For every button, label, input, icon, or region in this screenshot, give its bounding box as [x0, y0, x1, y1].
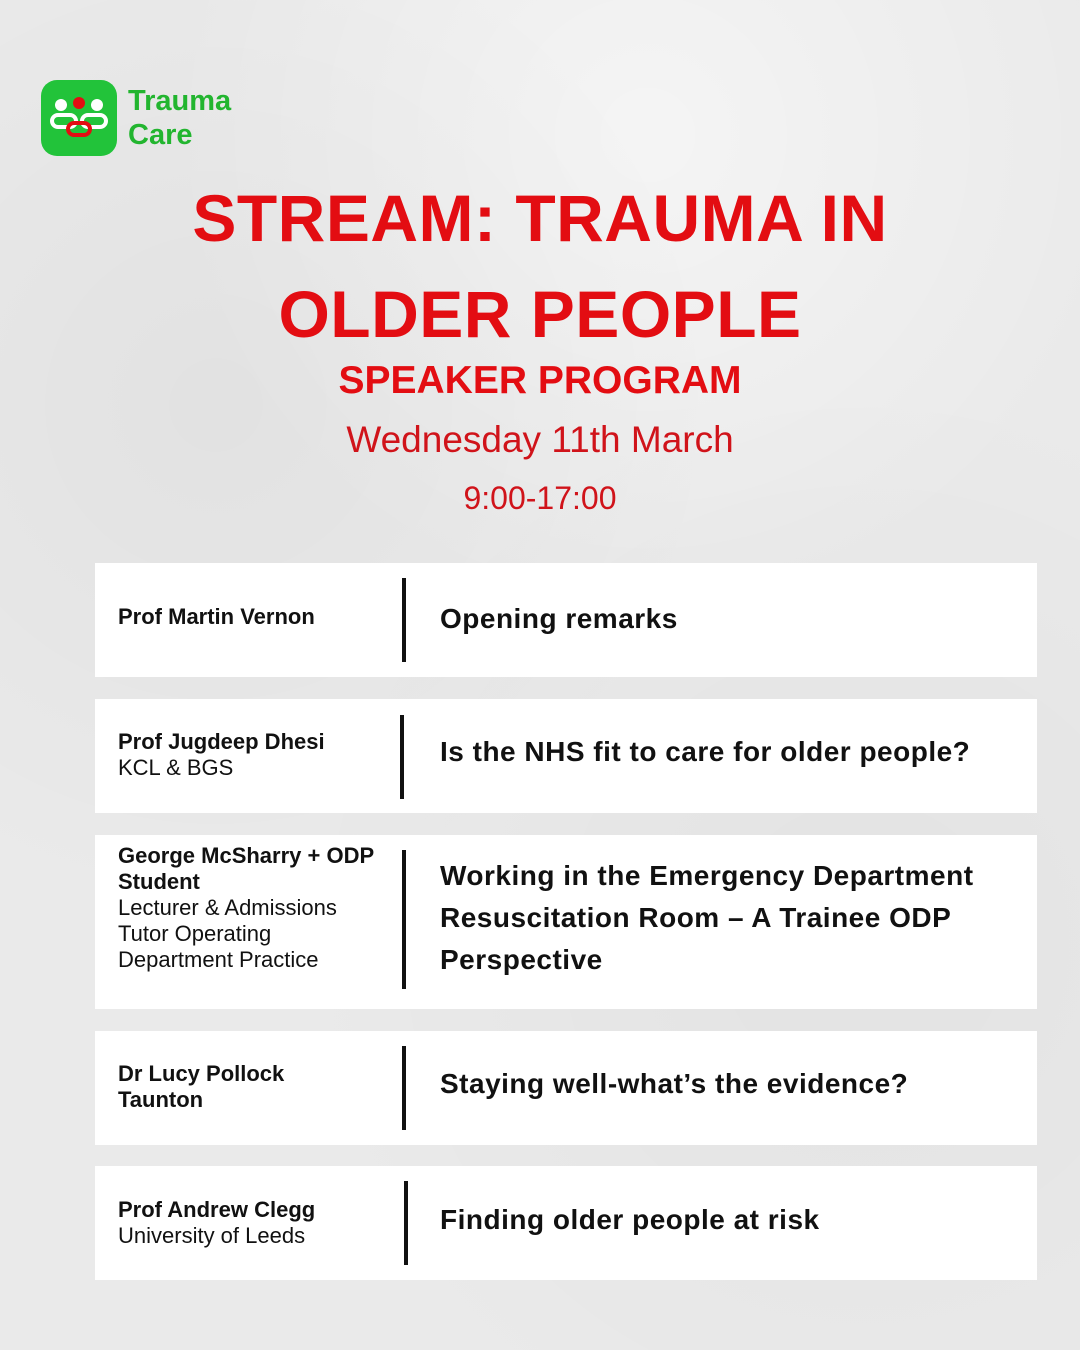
- program-row: [95, 563, 1037, 677]
- page-title: STREAM: TRAUMA IN OLDER PEOPLE: [192, 181, 888, 351]
- row-divider: [402, 850, 406, 989]
- talk-title: Opening remarks: [440, 603, 678, 634]
- program-row: [95, 699, 1037, 813]
- event-time: 9:00-17:00: [463, 480, 617, 516]
- row-divider: [402, 1046, 406, 1130]
- speaker-affiliation: University of Leeds: [118, 1223, 306, 1248]
- speaker-cell: [118, 729, 388, 781]
- speaker-affiliation: KCL & BGS: [118, 755, 234, 780]
- people-chain-icon: [41, 80, 117, 156]
- speaker-affiliation: Lecturer & Admissions Tutor Operating Department Practice: [118, 895, 337, 972]
- program-row: [95, 835, 1037, 1009]
- row-divider: [404, 1181, 408, 1265]
- logo-wordmark: [128, 84, 231, 152]
- row-divider: [400, 715, 404, 799]
- program-row: [95, 1031, 1037, 1145]
- logo-line-1: Trauma: [128, 85, 232, 117]
- speaker-name: Prof Andrew Clegg: [118, 1197, 316, 1222]
- trauma-care-logo: [41, 80, 231, 156]
- speaker-cell: [118, 1061, 318, 1113]
- logo-line-2: Care: [128, 119, 193, 151]
- speaker-name: Dr Lucy Pollock Taunton: [118, 1061, 285, 1112]
- speaker-cell: [118, 604, 388, 630]
- speaker-name: George McSharry + ODP Student: [118, 843, 374, 894]
- talk-title: Finding older people at risk: [440, 1204, 820, 1235]
- talk-title: Staying well-what’s the evidence?: [440, 1068, 909, 1099]
- speaker-cell: [118, 843, 388, 973]
- speaker-cell: [118, 1197, 388, 1249]
- event-date: Wednesday 11th March: [346, 419, 734, 460]
- speaker-name: Prof Martin Vernon: [118, 604, 315, 629]
- page-subtitle: SPEAKER PROGRAM: [338, 359, 742, 402]
- talk-title: Working in the Emergency Department Resuscitation Room – A Trainee ODP Perspective: [440, 860, 974, 975]
- speaker-name: Prof Jugdeep Dhesi: [118, 729, 325, 754]
- row-divider: [402, 578, 406, 662]
- program-row: [95, 1166, 1037, 1280]
- talk-title: Is the NHS fit to care for older people?: [440, 736, 971, 767]
